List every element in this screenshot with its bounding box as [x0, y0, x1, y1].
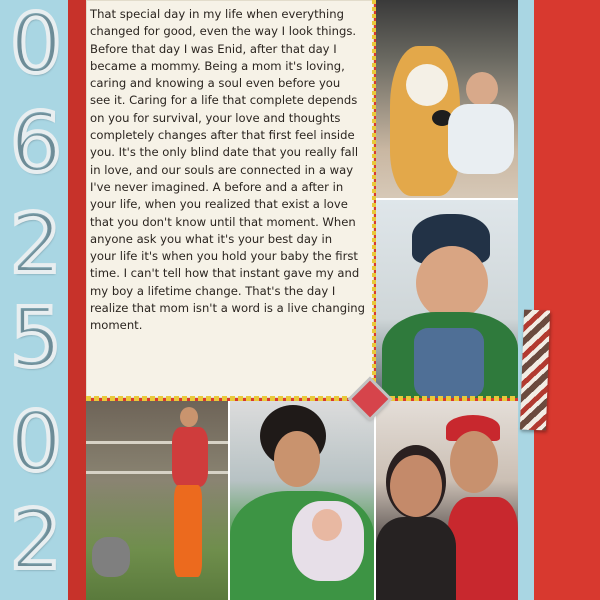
blue-strip-right: [518, 0, 534, 600]
stitch-border-horizontal: [86, 396, 518, 401]
boy-face: [466, 72, 498, 106]
photo-selfie-mom-and-son: [376, 401, 518, 600]
journal-line: your life, when you realized that exist a love: [90, 197, 348, 212]
son-red-shirt: [448, 497, 518, 600]
striped-ribbon-embellishment: [520, 310, 550, 431]
journal-line: became a mommy. Being a mom it's loving,: [90, 58, 345, 73]
date-digit-4: 5: [9, 291, 63, 386]
dog: [92, 537, 130, 577]
baby-overalls: [414, 328, 484, 398]
journal-line: changed for good, even the way I look things.: [90, 24, 357, 39]
date-digit-2: 6: [9, 96, 63, 191]
son-face: [450, 431, 498, 493]
journal-line: Before that day I was Enid, after that day I: [90, 41, 337, 56]
photo-divider: [374, 401, 376, 600]
journal-line: time. I can't tell how that instant gave my and: [90, 266, 360, 281]
journal-line: caring and knowing a soul even before you: [90, 76, 341, 91]
journal-line: That special day in my life when everything: [90, 7, 344, 21]
journal-line: my boy a lifetime change. That's the day I: [90, 283, 336, 298]
photo-pluto-and-boy: [376, 0, 518, 200]
boy-shirt: [448, 104, 514, 174]
newborn-face: [312, 509, 342, 541]
journal-line: realize that mom isn't a word is a live changing: [90, 301, 366, 316]
journal-line: you. It's the only blind date that you really fall: [90, 145, 359, 160]
journal-line: completely changes after that first feel inside: [90, 128, 355, 143]
pluto-eyes: [406, 64, 448, 106]
journal-line: in love, and our souls are connected in a way: [90, 162, 354, 177]
boy-red-shirt: [172, 427, 208, 487]
mom-face: [274, 431, 320, 487]
date-digit-1: 0: [9, 0, 63, 92]
journal-line: your life it's when you hold your baby the first: [90, 249, 358, 264]
journal-line: on you for survival, your love and thoughts: [90, 110, 341, 125]
boy-head: [180, 407, 198, 427]
journal-line: I've never imagined. A before and a after in: [90, 179, 344, 194]
baby-face: [416, 246, 488, 320]
photo-divider: [228, 401, 230, 600]
mom-black-shirt: [376, 517, 456, 600]
photo-boy-with-dog: [86, 401, 228, 600]
date-digit-6: 2: [9, 493, 63, 588]
boy-orange-pants: [174, 485, 202, 577]
journal-line: moment.: [90, 318, 143, 333]
mom-face: [390, 455, 442, 517]
journal-line: anyone ask you what it's your best day in: [90, 231, 333, 246]
photo-baby-in-cap: [376, 200, 518, 398]
date-digit-5: 0: [9, 395, 63, 490]
journal-line: see it. Caring for a life that complete depends: [90, 93, 358, 108]
journal-text: [90, 6, 372, 335]
red-strip-left: [68, 0, 86, 600]
red-background-right: [534, 0, 600, 600]
date-digit-3: 2: [9, 197, 63, 292]
photo-mom-with-newborn: [230, 401, 374, 600]
photo-divider: [376, 198, 518, 200]
journal-line: that you don't know until that moment. When: [90, 214, 356, 229]
